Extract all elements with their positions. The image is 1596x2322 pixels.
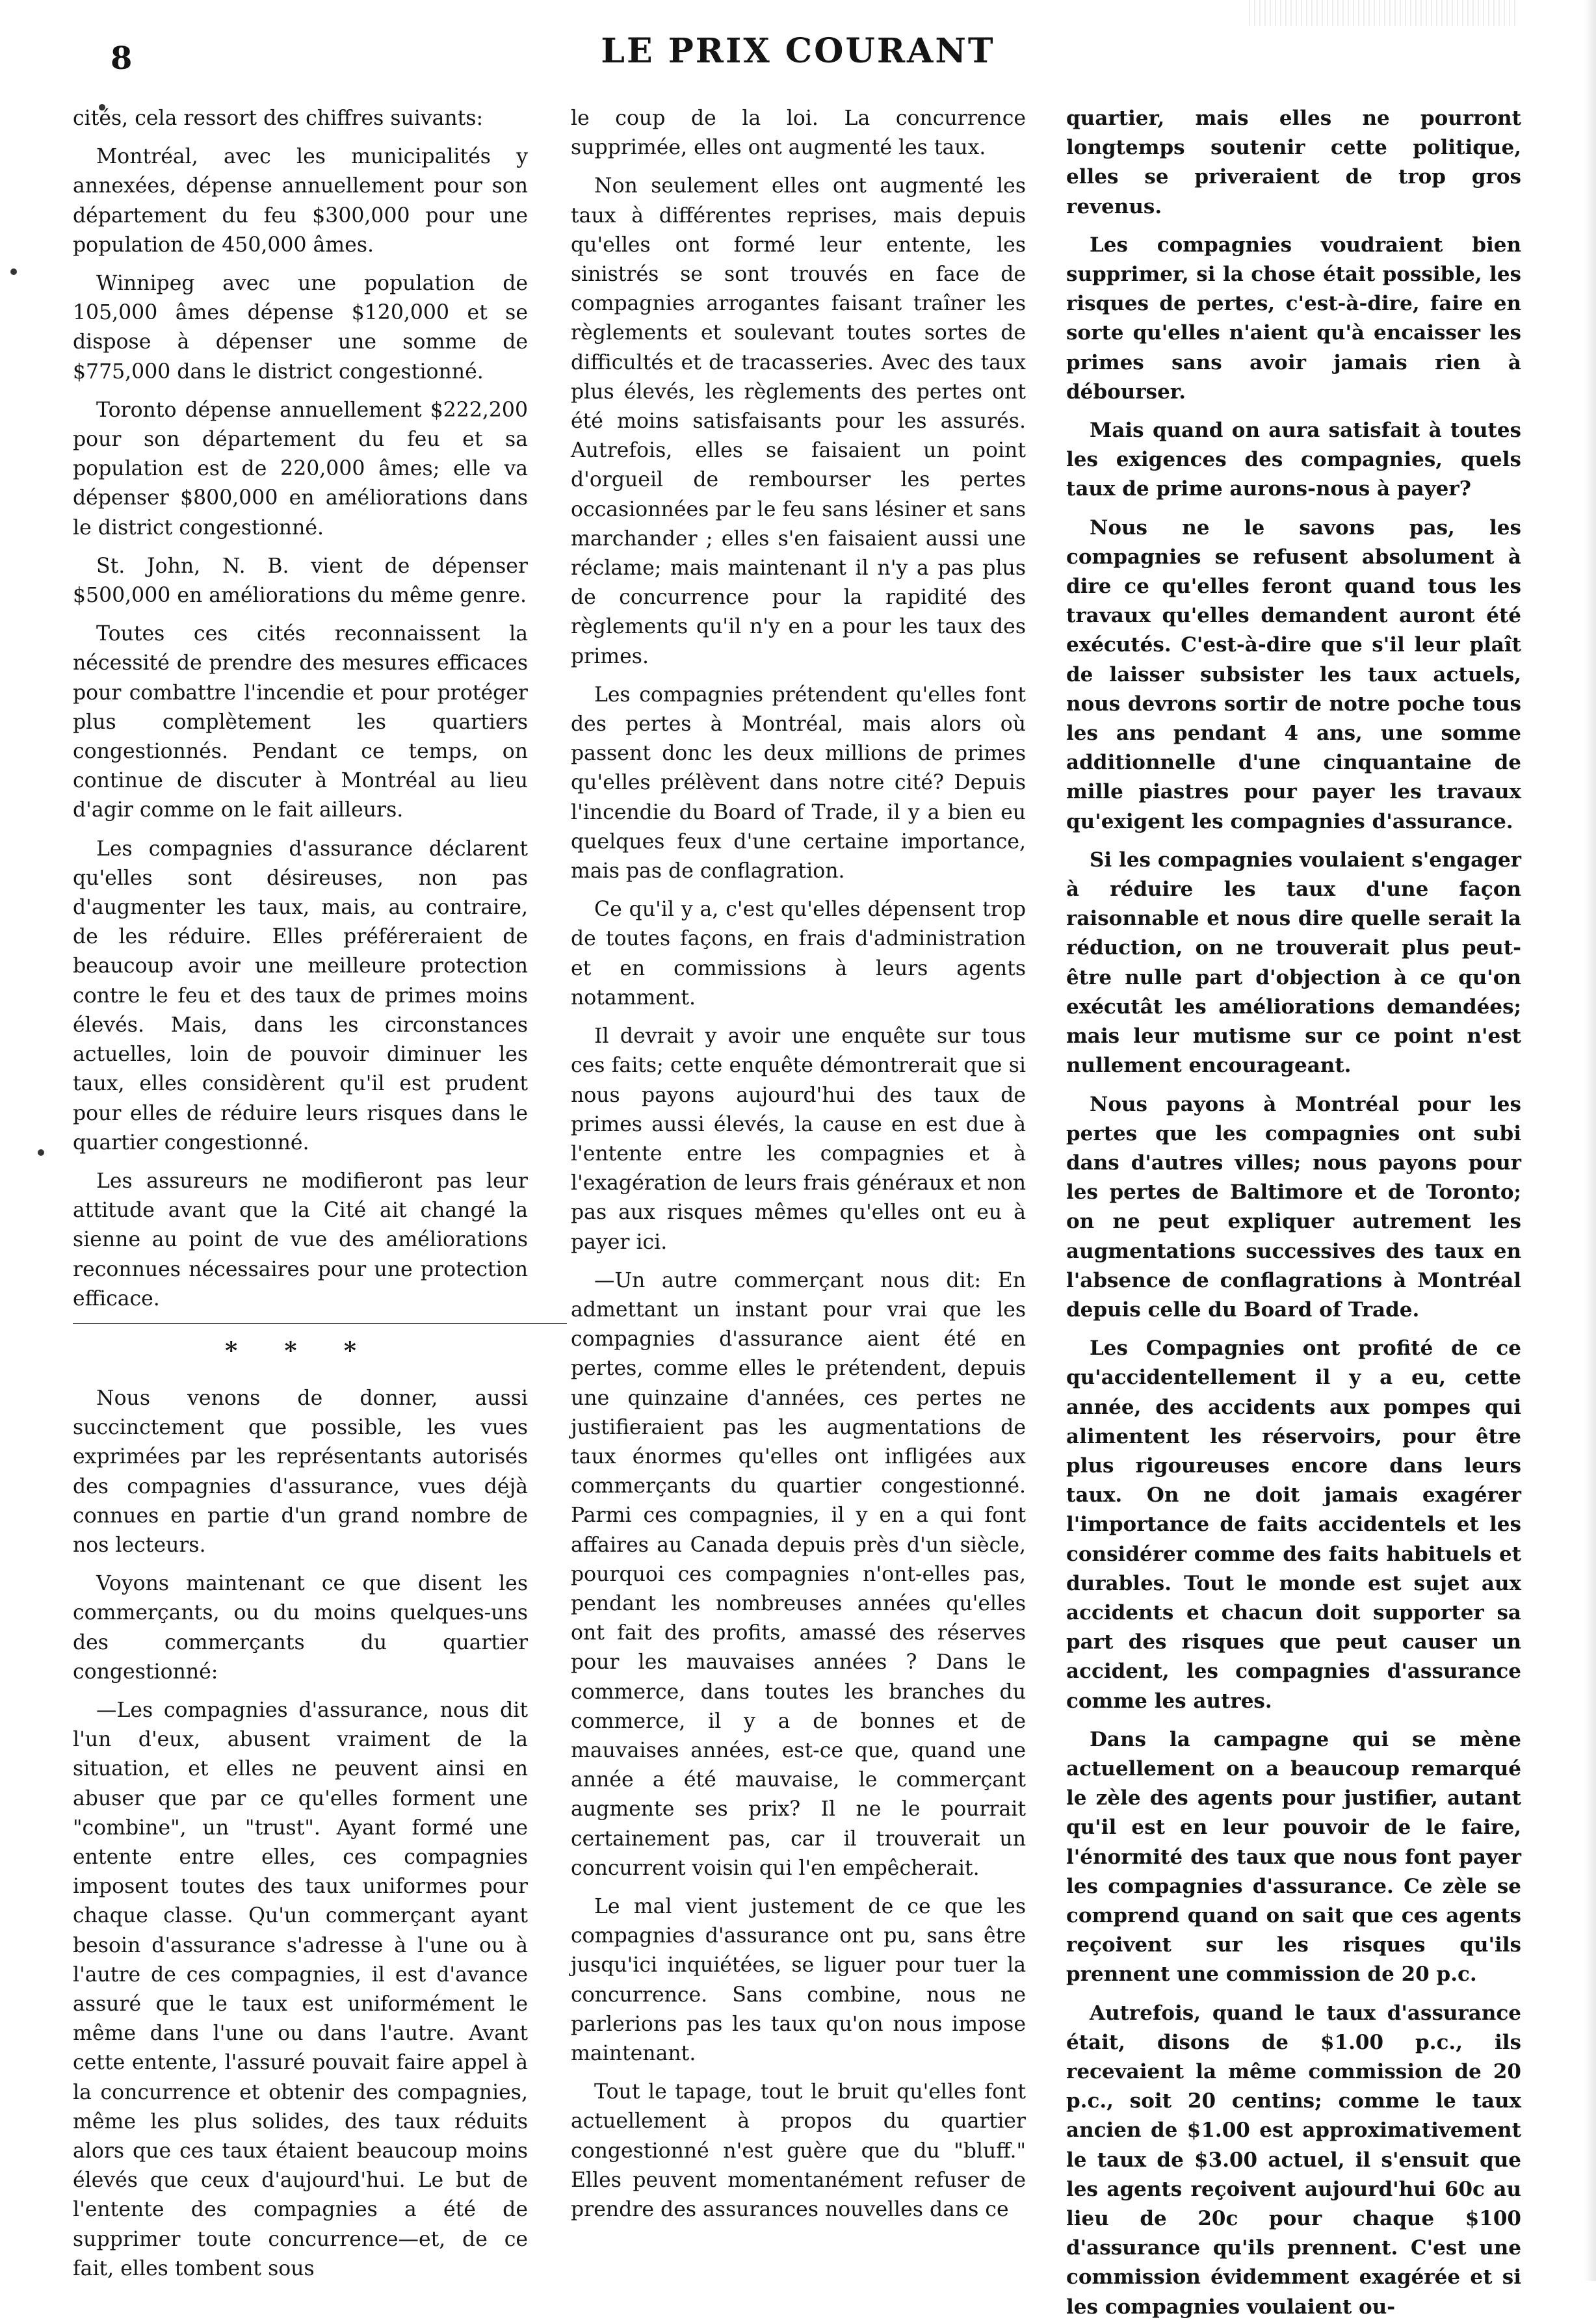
paragraph: Nous ne le savons pas, les compagnies se refusent absolument à dire ce qu'elles feront quand tous les travaux qu'elles demandent auront été exécutés. C'est-à-dire que s'il leur plaît de laisser subsister les taux actuels, nous devrons sortir de notre poche tous les ans pendant 4 ans, une somme additionnelle d'une cinquantaine de mille piastres pour payer les travaux qu'exigent les compagnies d'assurance. (1066, 515, 1521, 833)
paragraph: Toronto dépense annuellement $222,200 pour son département du feu et sa population est de 220,000 âmes; elle va dépenser $800,000 en améliorations dans le district congestionné. (73, 398, 528, 540)
column-middle (571, 104, 1026, 2256)
paragraph: Les compagnies voudraient bien supprimer, si la chose était possible, les risques de pertes, c'est-à-dire, faire en sorte qu'elles n'aient qu'à encaisser les primes sans avoir jamais rien à débourser. (1066, 233, 1521, 404)
gutter-mark (38, 1149, 44, 1156)
column-divider-rule (73, 1323, 567, 1324)
paragraph: le coup de la loi. La concurrence supprimée, elles ont augmenté les taux. (571, 107, 1026, 160)
paragraph: Dans la campagne qui se mène actuellement on a beaucoup remarqué le zèle des agents pour justifier, autant qu'il est en leur pouvoir de le faire, l'énormité des taux que nous font payer les compagnies d'assurance. Ce zèle se comprend quand on sait que ces agents reçoivent sur les risques qu'ils prennent une commission de 20 p.c. (1066, 1727, 1521, 1987)
paragraph: Autrefois, quand le taux d'assurance était, disons de $1.00 p.c., ils recevaient la même commission de 20 p.c., soit 20 centins; comme le taux ancien de $1.00 est approximativement le taux de $3.00 actuel, il s'ensuit que les agents reçoivent aujourd'hui 60c au lieu de 20c pour chaque $100 d'assurance qu'ils prennent. C'est une commission évidemment exagérée et si les compagnies voulaient ou- (1066, 2001, 1521, 2319)
paragraph: Montréal, avec les municipalités y annexées, dépense annuellement pour son département du feu $300,000 pour une population de 450,000 âmes. (73, 145, 528, 257)
paragraph: Si les compagnies voulaient s'engager à réduire les taux d'une façon raisonnable et nous dire quelle serait la réduction, on ne trouverait plus peut-être nulle part d'objection à ce qu'on exécutât les améliorations demandées; mais leur mutisme sur ce point n'est nullement encourageant. (1066, 848, 1521, 1078)
paragraph: Voyons maintenant ce que disent les commerçants, ou du moins quelques-uns des commerçants du quartier congestionné: (73, 1572, 528, 1684)
paragraph: Les compagnies prétendent qu'elles font des pertes à Montréal, mais alors où passent donc les deux millions de primes qu'elles prélèvent dans notre cité? Depuis l'incendie du Board of Trade, il y a bien eu quelques feux d'une certaine importance, mais pas de conflagration. (571, 683, 1026, 883)
paragraph: Ce qu'il y a, c'est qu'elles dépensent trop de toutes façons, en frais d'administration et en commissions à leurs agents notamment. (571, 898, 1026, 1010)
paragraph: Mais quand on aura satisfait à toutes les exigences des compagnies, quels taux de prime aurons-nous à payer? (1066, 419, 1521, 501)
paragraph: Nous venons de donner, aussi succinctement que possible, les vues exprimées par les représentants autorisés des compagnies d'assurance, vues déjà connues en partie d'un grand nombre de nos lecteurs. (73, 1386, 528, 1557)
page-number: 8 (111, 40, 133, 77)
masthead-title: LE PRIX COURANT (601, 31, 995, 71)
paragraph: Nous payons à Montréal pour les pertes que les compagnies ont subi dans d'autres villes; nous payons pour les pertes de Baltimore et de Toronto; on ne peut expliquer autrement les augmentations successives des taux en l'absence de conflagrations à Montréal depuis celle du Board of Trade. (1066, 1092, 1521, 1322)
column-left (73, 104, 528, 2280)
paragraph: cités, cela ressort des chiffres suivants: (73, 107, 484, 130)
gutter-mark (10, 268, 17, 275)
column-right (1066, 104, 1521, 2319)
paragraph: —Les compagnies d'assurance, nous dit l'un d'eux, abusent vraiment de la situation, et elles ne peuvent ainsi en abuser que par ce qu'elles forment une "combine", un "trust". Ayant formé une entente entre elles, ces compagnies imposent toutes des taux uniformes pour chaque classe. Qu'un commerçant ayant besoin d'assurance s'adresse à l'une ou à l'autre de ces compagnies, il est d'avance assuré que le taux est uniformément le même dans l'une ou dans l'autre. Avant cette entente, l'assuré pouvait faire appel à la concurrence et obtenir des compagnies, même les plus solides, des taux réduits alors que ces taux étaient beaucoup moins élevés que ceux d'aujourd'hui. Le but de l'entente des compagnies a été de supprimer toute concurrence—et, de ce fait, elles tombent sous (73, 1698, 528, 2280)
paragraph: quartier, mais elles ne pourront longtemps soutenir cette politique, elles se priveraient de trop gros revenus. (1066, 107, 1521, 218)
paragraph: —Un autre commerçant nous dit: En admettant un instant pour vrai que les compagnies d'assurance aient été en pertes, comme elles le prétendent, depuis une quinzaine d'années, ces pertes ne justifieraient pas les augmentations de taux énormes qu'elles ont infligées aux commerçants du quartier congestionné. Parmi ces compagnies, il y en a qui font affaires au Canada depuis près d'un siècle, pourquoi ces compagnies n'ont-elles pas, pendant les nombreuses années qu'elles ont fait des profits, amassé des réserves pour les mauvaises années ? Dans le commerce, dans toutes les branches du commerce, il y a de bonnes et de mauvaises années, est-ce que, quand une année a été mauvaise, le commerçant augmente ses prix? Il ne le pourrait certainement pas, car il trouverait un concurrent voisin qui l'en empêcherait. (571, 1268, 1026, 1880)
paragraph: Non seulement elles ont augmenté les taux à différentes reprises, mais depuis qu'elles ont formé leur entente, les sinistrés se sont trouvés en face de compagnies arrogantes faisant traîner les règlements et soulevant toutes sortes de difficultés et de tracasseries. Avec des taux plus élevés, les règlements des pertes ont été moins satisfaisants pour les assurés. Autrefois, elles se faisaient un point d'orgueil de rembourser les pertes occasionnées par le feu sans lésiner et sans marchander ; elles s'en faisaient aussi une réclame; mais maintenant il n'y a pas plus de concurrence pour la rapidité des règlements qu'il n'y en a pour les taux des primes. (571, 174, 1026, 668)
paragraph: Le mal vient justement de ce que les compagnies d'assurance ont pu, sans être jusqu'ici inquiétées, se liguer pour tuer la concurrence. Sans combine, nous ne parlerions pas les taux qu'on nous impose maintenant. (571, 1894, 1026, 2065)
paragraph: Tout le tapage, tout le bruit qu'elles font actuellement à propos du quartier congestionné n'est guère que du "bluff." Elles peuvent momentanément refuser de prendre des assurances nouvelles dans ce (571, 2080, 1026, 2222)
section-separator: * * * (225, 1337, 376, 1364)
paragraph: Il devrait y avoir une enquête sur tous ces faits; cette enquête démontrerait que si nous payons aujourd'hui des taux de primes aussi élevés, la cause en est due à l'entente entre les compagnies et à l'exagération de leurs frais généraux et non pas aux risques mêmes qu'elles ont eu à payer ici. (571, 1024, 1026, 1254)
paragraph: Les Compagnies ont profité de ce qu'accidentellement il y a eu, cette année, des accidents aux pompes qui alimentent les réservoirs, pour être plus rigoureuses encore dans leurs taux. On ne doit jamais exagérer l'importance de faits accidentels et les considérer comme des faits habituels et durables. Tout le monde est sujet aux accidents et chacun doit supporter sa part des risques que peut causer un accident, les compagnies d'assurance comme les autres. (1066, 1337, 1521, 1713)
scan-noise (1245, 0, 1518, 26)
paragraph: Les compagnies d'assurance déclarent qu'elles sont désireuses, non pas d'augmenter les taux, mais, au contraire, de les réduire. Elles préféreraient de beaucoup avoir une meilleure protection contre le feu et des taux de primes moins élevés. Mais, dans les circonstances actuelles, loin de pouvoir diminuer les taux, elles considèrent qu'il est prudent pour elles de réduire leurs risques dans le quartier congestionné. (73, 837, 528, 1154)
scan-edge (1584, 0, 1596, 2281)
paragraph: Toutes ces cités reconnaissent la nécessité de prendre des mesures efficaces pour combattre l'incendie et pour protéger plus complètement les quartiers congestionnés. Pendant ce temps, on continue de discuter à Montréal au lieu d'agir comme on le fait ailleurs. (73, 622, 528, 822)
paragraph: Les assureurs ne modifieront pas leur attitude avant que la Cité ait changé la sienne au point de vue des améliorations reconnues nécessaires pour une protection efficace. (73, 1169, 528, 1311)
paragraph: St. John, N. B. vient de dépenser $500,000 en améliorations du même genre. (73, 554, 528, 608)
paragraph: Winnipeg avec une population de 105,000 âmes dépense $120,000 et se dispose à dépenser une somme de $775,000 dans le district congestionné. (73, 272, 528, 384)
